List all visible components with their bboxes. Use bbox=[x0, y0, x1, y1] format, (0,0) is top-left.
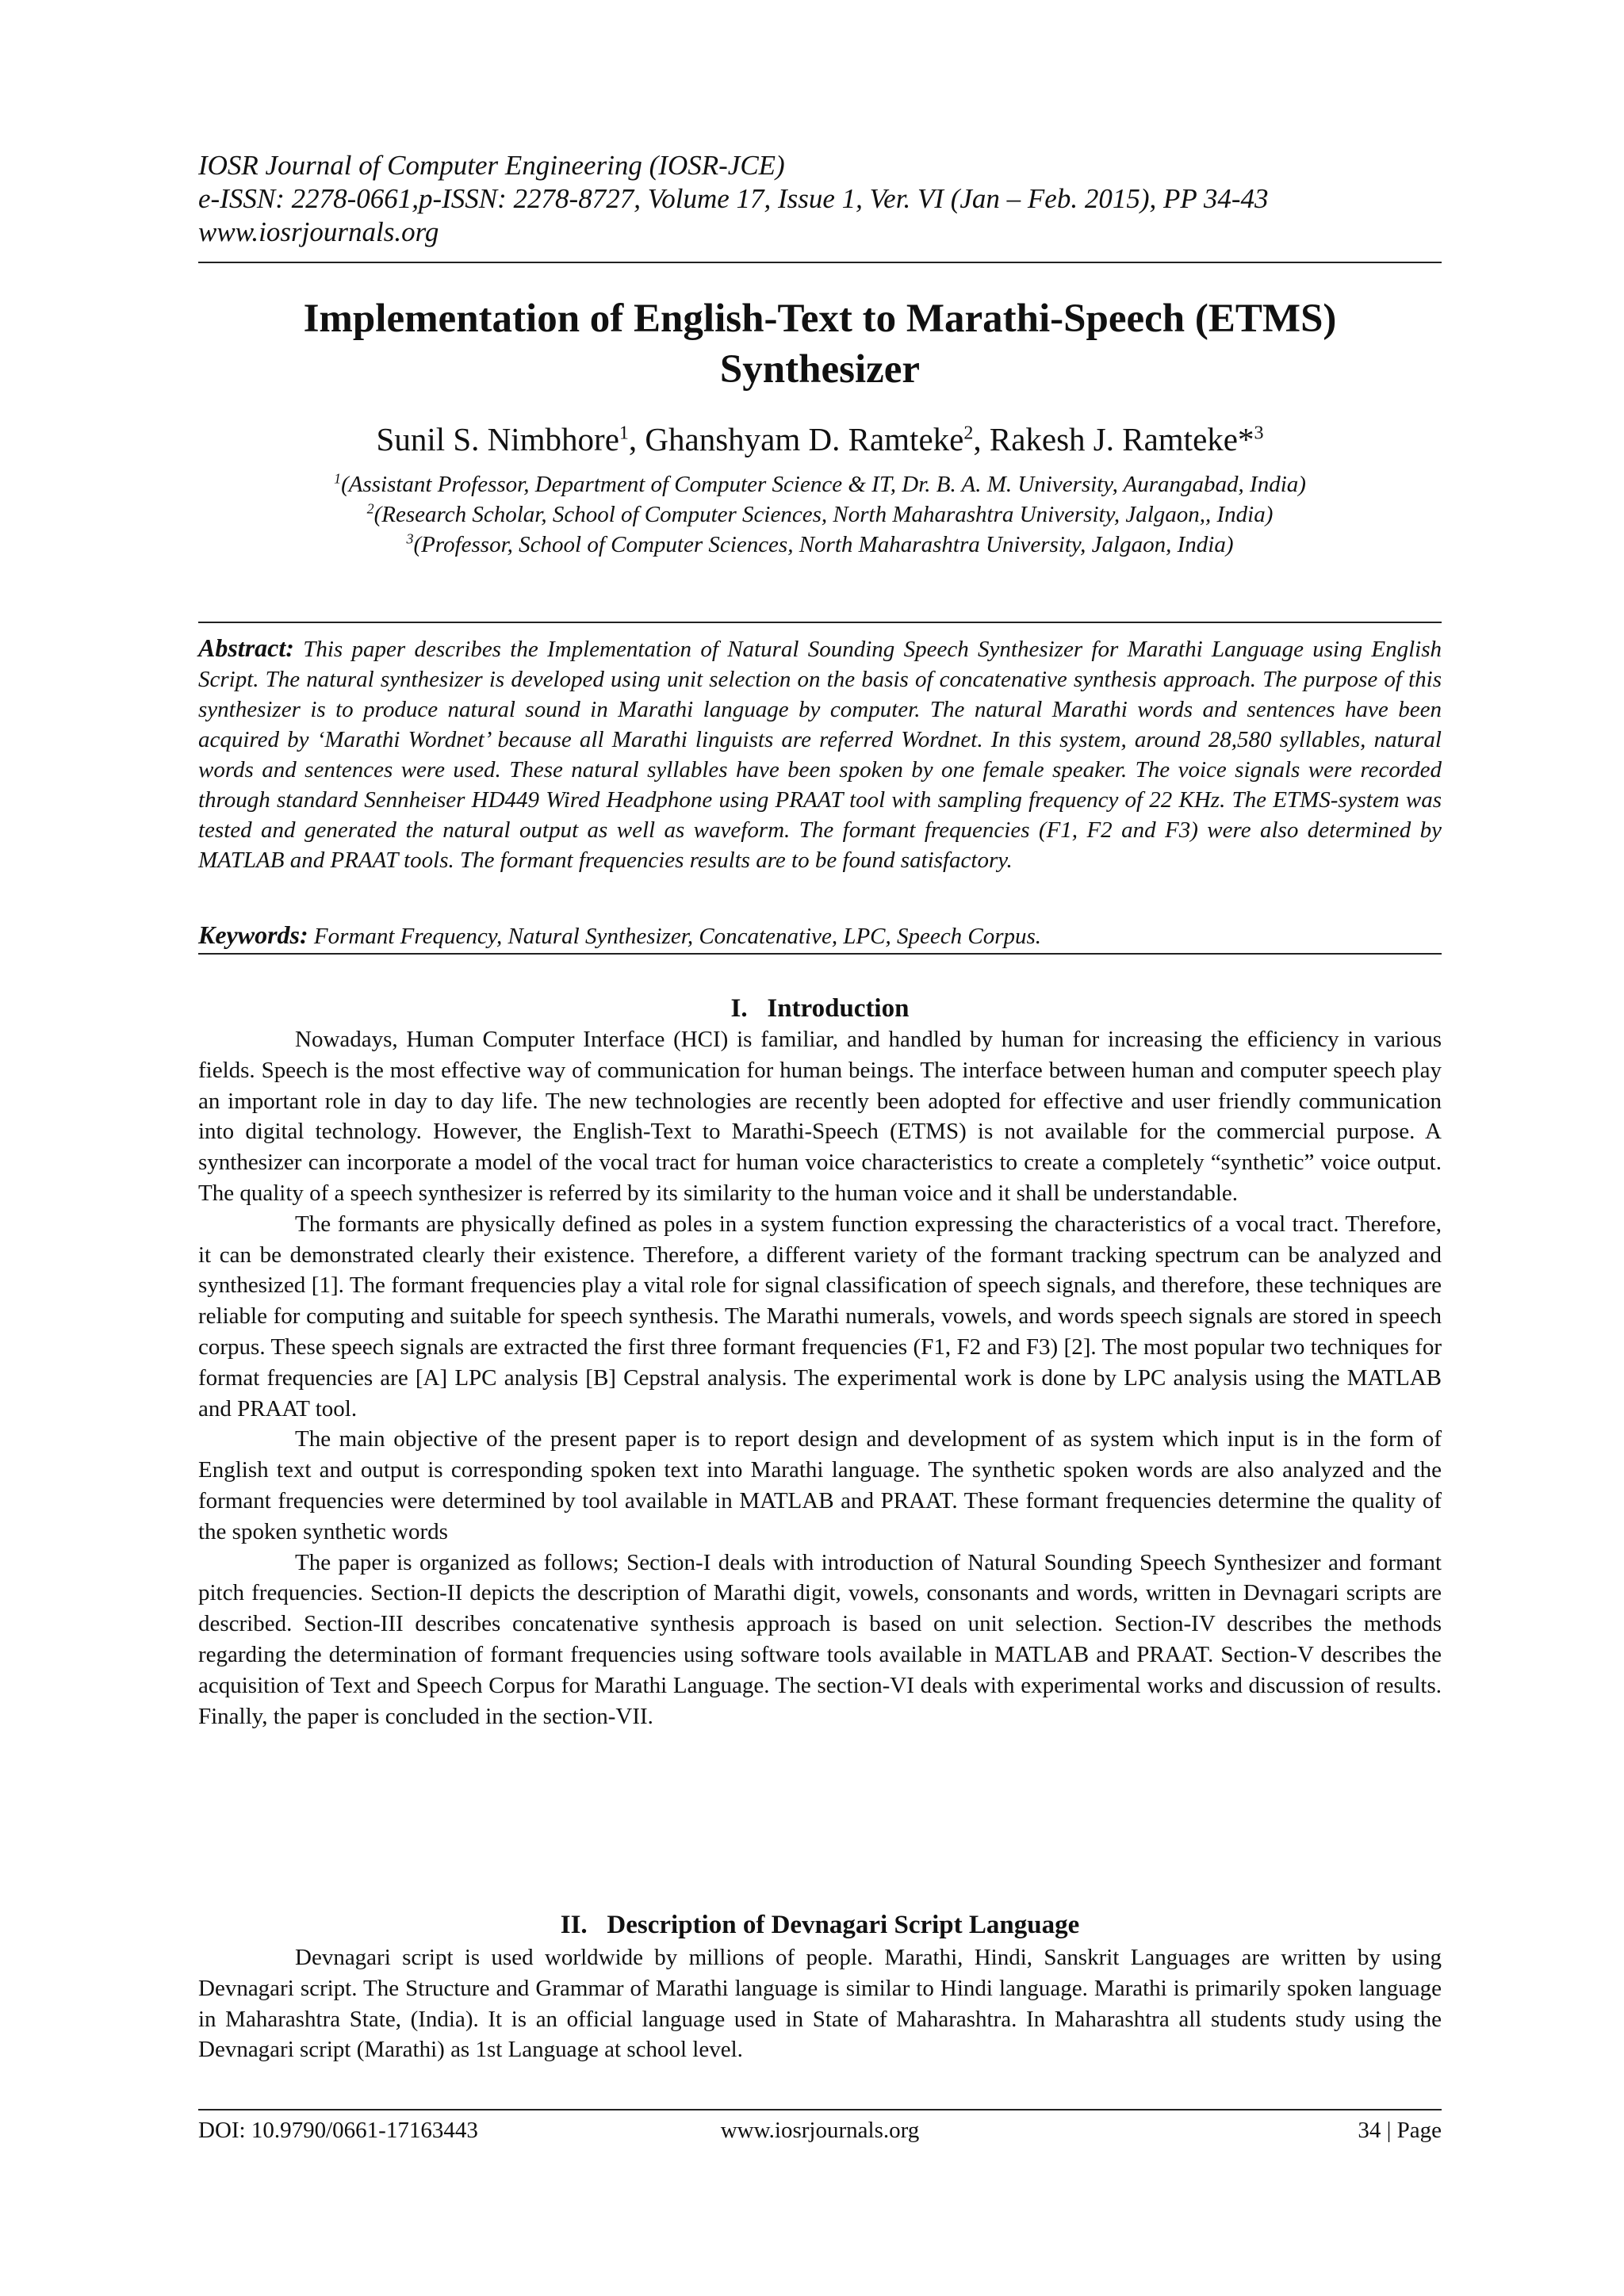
footer-doi: DOI: 10.9790/0661-17163443 bbox=[198, 2118, 478, 2143]
abstract-text: This paper describes the Implementation of Natural Sounding Speech Synthesizer for Marathi Language using English Script. The natural synthesizer is developed using unit selection on the basis of concatenative synthesis approach. The purpose of this synthesizer is to produce natural sound in Marathi language by computer. The natural Marathi words and sentences have been acquired by ‘Marathi Wordnet’ because all Marathi linguists are referred Wordnet. In this system, around 28,580 syllables, natural words and sentences were used. These natural syllables have been spoken by one female speaker. The voice signals were recorded through standard Sennheiser HD449 Wired Headphone using PRAAT tool with sampling frequency of 22 KHz. The ETMS-system was tested and generated the natural output as well as waveform. The formant frequencies (F1, F2 and F3) were also determined by MATLAB and PRAAT tools. The formant frequencies results are to be found satisfactory. bbox=[198, 637, 1442, 873]
affiliation bbox=[198, 499, 1442, 530]
title-line-2: Synthesizer bbox=[719, 347, 921, 392]
footer-website: www.iosrjournals.org bbox=[720, 2118, 920, 2143]
paragraph: The formants are physically defined as poles in a system function expressing the characteristics of a vocal tract. Therefore, it can be demonstrated clearly their existence. Therefore, a different variety of the formant tracking spectrum can be analyzed and synthesized [1]. The formant frequencies play a vital role for signal classification of speech signals, and therefore, these techniques are reliable for computing and suitable for speech synthesis. The Marathi numerals, vowels, and words speech signals are stored in speech corpus. These speech signals are extracted the first three formant frequencies (F1, F2 and F3) [2]. The most popular two techniques for format frequencies are [A] LPC analysis [B] Cepstral analysis. The experimental work is done by LPC analysis using the MATLAB and PRAAT tool. bbox=[198, 1211, 1442, 1422]
section-heading-devnagari: II. Description of Devnagari Script Language bbox=[560, 1911, 1080, 1939]
paragraph: Devnagari script is used worldwide by millions of people. Marathi, Hindi, Sanskrit Languages are written by using Devnagari script. The Structure and Grammar of Marathi language is similar to Hindi language. Marathi is primarily spoken language in Maharashtra State, (India). It is an official language used in State of Maharashtra. In Maharashtra all students study using the Devnagari script (Marathi) as 1st Language at school level. bbox=[198, 1945, 1442, 2063]
paragraph: Nowadays, Human Computer Interface (HCI) is familiar, and handled by human for increasing the efficiency in various fields. Speech is the most effective way of communication for human beings. The interface between human and computer speech play an important role in day to day life. The new technologies are recently been adopted for effective and user friendly communication into digital technology. However, the English-Text to Marathi-Speech (ETMS) is not available for the commercial purpose. A synthesizer can incorporate a model of the vocal tract for human voice characteristics to create a completely “synthetic” voice output. The quality of a speech synthesizer is referred by its similarity to the human voice and it shall be understandable. bbox=[198, 1027, 1442, 1206]
affiliation-list bbox=[198, 469, 1442, 560]
paragraph: The main objective of the present paper is to report design and development of as system which input is in the form of English text and output is corresponding spoken text into Marathi language. The synthetic spoken words are also analyzed and the formant frequencies were determined by tool available in MATLAB and PRAAT. These formant frequencies determine the quality of the spoken synthetic words bbox=[198, 1426, 1442, 1544]
paper-title bbox=[198, 293, 1442, 395]
issn-line: e-ISSN: 2278-0661,p-ISSN: 2278-8727, Volume 17, Issue 1, Ver. VI (Jan – Feb. 2015), PP 34-43 bbox=[198, 183, 1269, 214]
affiliation bbox=[198, 530, 1442, 560]
header-divider bbox=[198, 262, 1442, 263]
affiliation-mark: 1 bbox=[334, 470, 342, 487]
abstract-top-divider bbox=[198, 622, 1442, 623]
introduction-body bbox=[198, 1024, 1442, 1732]
journal-website: www.iosrjournals.org bbox=[198, 216, 439, 247]
affiliation bbox=[198, 469, 1442, 499]
author-name: Rakesh J. Ramteke* bbox=[989, 421, 1254, 457]
author-separator: , bbox=[973, 421, 990, 457]
keywords-text: Formant Frequency, Natural Synthesizer, Concatenative, LPC, Speech Corpus. bbox=[313, 924, 1042, 949]
section-heading-introduction: I. Introduction bbox=[730, 994, 910, 1023]
affiliation-mark: 3 bbox=[406, 530, 414, 547]
abstract-label: Abstract: bbox=[198, 633, 294, 662]
footer-divider bbox=[198, 2109, 1442, 2110]
author-list bbox=[198, 419, 1442, 460]
author-name: Ghanshyam D. Ramteke bbox=[645, 421, 964, 457]
author-affiliation-mark: 2 bbox=[963, 423, 974, 444]
devnagari-body bbox=[198, 1942, 1442, 2065]
author-affiliation-mark: 1 bbox=[619, 423, 629, 444]
author-affiliation-mark: 3 bbox=[1254, 423, 1264, 444]
author-separator: , bbox=[628, 421, 645, 457]
abstract-bottom-divider bbox=[198, 953, 1442, 955]
paper-page bbox=[198, 0, 1442, 2296]
affiliation-text: (Research Scholar, School of Computer Sciences, North Maharashtra University, Jalgaon,, India) bbox=[373, 502, 1274, 527]
paragraph: The paper is organized as follows; Section-I deals with introduction of Natural Sounding Speech Synthesizer and formant pitch frequencies. Section-II depicts the description of Marathi digit, vowels, consonants and words, written in Devnagari scripts are described. Section-III describes concatenative synthesis approach is based on unit selection. Section-IV describes the methods regarding the determination of formant frequencies using software tools available in MATLAB and PRAAT. Section-V describes the acquisition of Text and Speech Corpus for Marathi Language. The section-VI deals with experimental works and discussion of results. Finally, the paper is concluded in the section-VII. bbox=[198, 1549, 1442, 1729]
abstract bbox=[198, 633, 1442, 875]
keywords-label: Keywords: bbox=[198, 920, 308, 949]
affiliation-text: (Professor, School of Computer Sciences, North Maharashtra University, Jalgaon, India) bbox=[413, 532, 1234, 557]
footer-page-number: 34 | Page bbox=[1358, 2118, 1442, 2143]
journal-name: IOSR Journal of Computer Engineering (IOSR-JCE) bbox=[198, 150, 785, 181]
journal-header bbox=[198, 149, 1442, 249]
affiliation-mark: 2 bbox=[366, 500, 374, 517]
author-name: Sunil S. Nimbhore bbox=[376, 421, 619, 457]
keywords bbox=[198, 920, 1442, 951]
title-line-1: Implementation of English-Text to Marathi-Speech (ETMS) bbox=[303, 297, 1337, 341]
affiliation-text: (Assistant Professor, Department of Computer Science & IT, Dr. B. A. M. University, Aurangabad, India) bbox=[341, 472, 1306, 497]
